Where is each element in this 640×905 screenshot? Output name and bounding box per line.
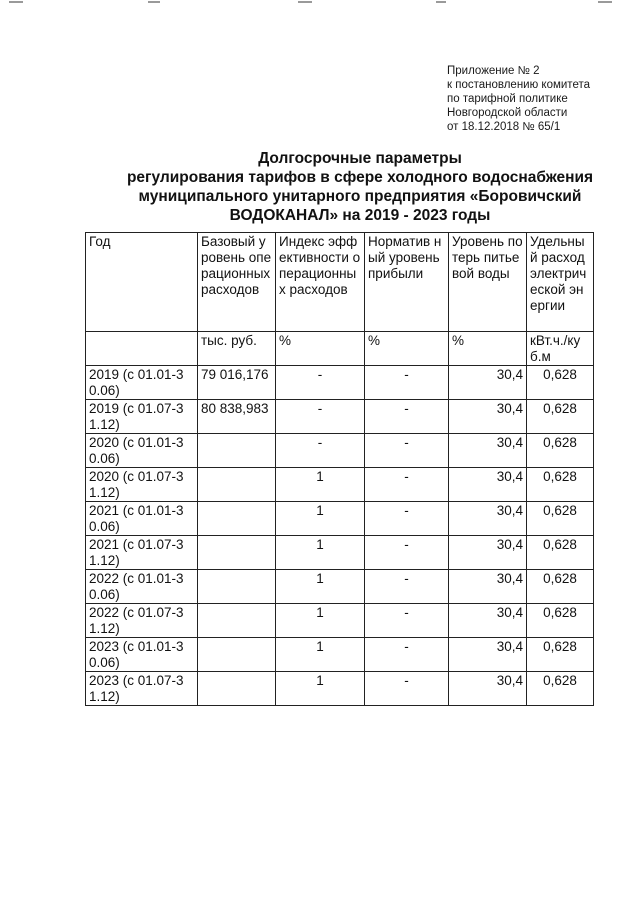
cell-water-loss: 30,4: [449, 638, 527, 672]
header-cell-water-loss: Уровень потерь питьевой воды: [449, 233, 527, 332]
cell-efficiency-index: 1: [276, 672, 365, 706]
appendix-line: Приложение № 2: [447, 65, 540, 77]
cell-efficiency-index: -: [276, 434, 365, 468]
cell-energy-use: 0,628: [527, 468, 594, 502]
cell-base-opex: [198, 672, 276, 706]
cell-profit-norm: -: [365, 502, 449, 536]
header-cell-efficiency-index: Индекс эффективности операционных расходов: [276, 233, 365, 332]
cell-profit-norm: -: [365, 570, 449, 604]
cell-water-loss: 30,4: [449, 434, 527, 468]
cell-energy-use: 0,628: [527, 604, 594, 638]
table-row: [86, 502, 594, 536]
cell-year: 2020 (с 01.07-31.12): [86, 468, 198, 502]
table-row: [86, 468, 594, 502]
appendix-line: от 18.12.2018 № 65/1: [447, 121, 561, 133]
header-cell-base-opex: Базовый уровень операционных расходов: [198, 233, 276, 332]
scan-edge-marks: [0, 0, 640, 8]
cell-efficiency-index: -: [276, 400, 365, 434]
cell-profit-norm: -: [365, 638, 449, 672]
cell-efficiency-index: 1: [276, 604, 365, 638]
unit-cell: %: [276, 332, 365, 366]
cell-energy-use: 0,628: [527, 366, 594, 400]
cell-year: 2020 (с 01.01-30.06): [86, 434, 198, 468]
cell-efficiency-index: 1: [276, 570, 365, 604]
table-row: [86, 366, 594, 400]
cell-year: 2022 (с 01.01-30.06): [86, 570, 198, 604]
cell-profit-norm: -: [365, 366, 449, 400]
cell-profit-norm: -: [365, 468, 449, 502]
header-row: [86, 233, 594, 332]
cell-base-opex: [198, 570, 276, 604]
cell-water-loss: 30,4: [449, 536, 527, 570]
cell-profit-norm: -: [365, 400, 449, 434]
cell-efficiency-index: 1: [276, 638, 365, 672]
cell-energy-use: 0,628: [527, 400, 594, 434]
table-row: [86, 536, 594, 570]
cell-year: 2021 (с 01.01-30.06): [86, 502, 198, 536]
appendix-note: [447, 64, 627, 134]
cell-year: 2023 (с 01.07-31.12): [86, 672, 198, 706]
unit-cell: %: [365, 332, 449, 366]
cell-base-opex: [198, 638, 276, 672]
cell-year: 2019 (с 01.07-31.12): [86, 400, 198, 434]
cell-base-opex: 80 838,983: [198, 400, 276, 434]
cell-efficiency-index: 1: [276, 536, 365, 570]
title-line: муниципального унитарного предприятия «Боровичский: [138, 188, 582, 205]
cell-base-opex: [198, 434, 276, 468]
table-row: [86, 400, 594, 434]
title-line: ВОДОКАНАЛ» на 2019 - 2023 годы: [229, 207, 491, 224]
cell-year: 2021 (с 01.07-31.12): [86, 536, 198, 570]
header-cell-profit-norm: Норматив ный уровень прибыли: [365, 233, 449, 332]
table-row: [86, 434, 594, 468]
appendix-line: к постановлению комитета: [447, 79, 590, 91]
unit-cell: кВт.ч./куб.м: [527, 332, 594, 366]
title-line: регулирования тарифов в сфере холодного водоснабжения: [126, 169, 594, 186]
cell-base-opex: [198, 468, 276, 502]
cell-energy-use: 0,628: [527, 434, 594, 468]
cell-base-opex: [198, 536, 276, 570]
cell-base-opex: 79 016,176: [198, 366, 276, 400]
cell-energy-use: 0,628: [527, 502, 594, 536]
title-line: Долгосрочные параметры: [258, 150, 462, 167]
cell-year: 2019 (с 01.01-30.06): [86, 366, 198, 400]
cell-year: 2022 (с 01.07-31.12): [86, 604, 198, 638]
cell-year: 2023 (с 01.01-30.06): [86, 638, 198, 672]
appendix-line: по тарифной политике: [447, 93, 568, 105]
parameters-table: [85, 232, 594, 706]
header-cell-energy-use: Удельный расход электрической энергии: [527, 233, 594, 332]
unit-cell: [86, 332, 198, 366]
cell-energy-use: 0,628: [527, 672, 594, 706]
cell-water-loss: 30,4: [449, 672, 527, 706]
table-row: [86, 672, 594, 706]
cell-energy-use: 0,628: [527, 536, 594, 570]
header-cell-year: Год: [86, 233, 198, 332]
units-row: [86, 332, 594, 366]
cell-water-loss: 30,4: [449, 468, 527, 502]
table-row: [86, 638, 594, 672]
table-row: [86, 604, 594, 638]
table-row: [86, 570, 594, 604]
cell-profit-norm: -: [365, 604, 449, 638]
cell-profit-norm: -: [365, 434, 449, 468]
document-title: [80, 149, 640, 225]
cell-energy-use: 0,628: [527, 638, 594, 672]
appendix-line: Новгородской области: [447, 107, 568, 119]
cell-profit-norm: -: [365, 672, 449, 706]
cell-profit-norm: -: [365, 536, 449, 570]
cell-base-opex: [198, 604, 276, 638]
cell-base-opex: [198, 502, 276, 536]
cell-energy-use: 0,628: [527, 570, 594, 604]
unit-cell: %: [449, 332, 527, 366]
cell-efficiency-index: 1: [276, 502, 365, 536]
cell-efficiency-index: 1: [276, 468, 365, 502]
cell-water-loss: 30,4: [449, 604, 527, 638]
unit-cell: тыс. руб.: [198, 332, 276, 366]
cell-water-loss: 30,4: [449, 502, 527, 536]
cell-water-loss: 30,4: [449, 366, 527, 400]
cell-water-loss: 30,4: [449, 400, 527, 434]
cell-water-loss: 30,4: [449, 570, 527, 604]
cell-efficiency-index: -: [276, 366, 365, 400]
